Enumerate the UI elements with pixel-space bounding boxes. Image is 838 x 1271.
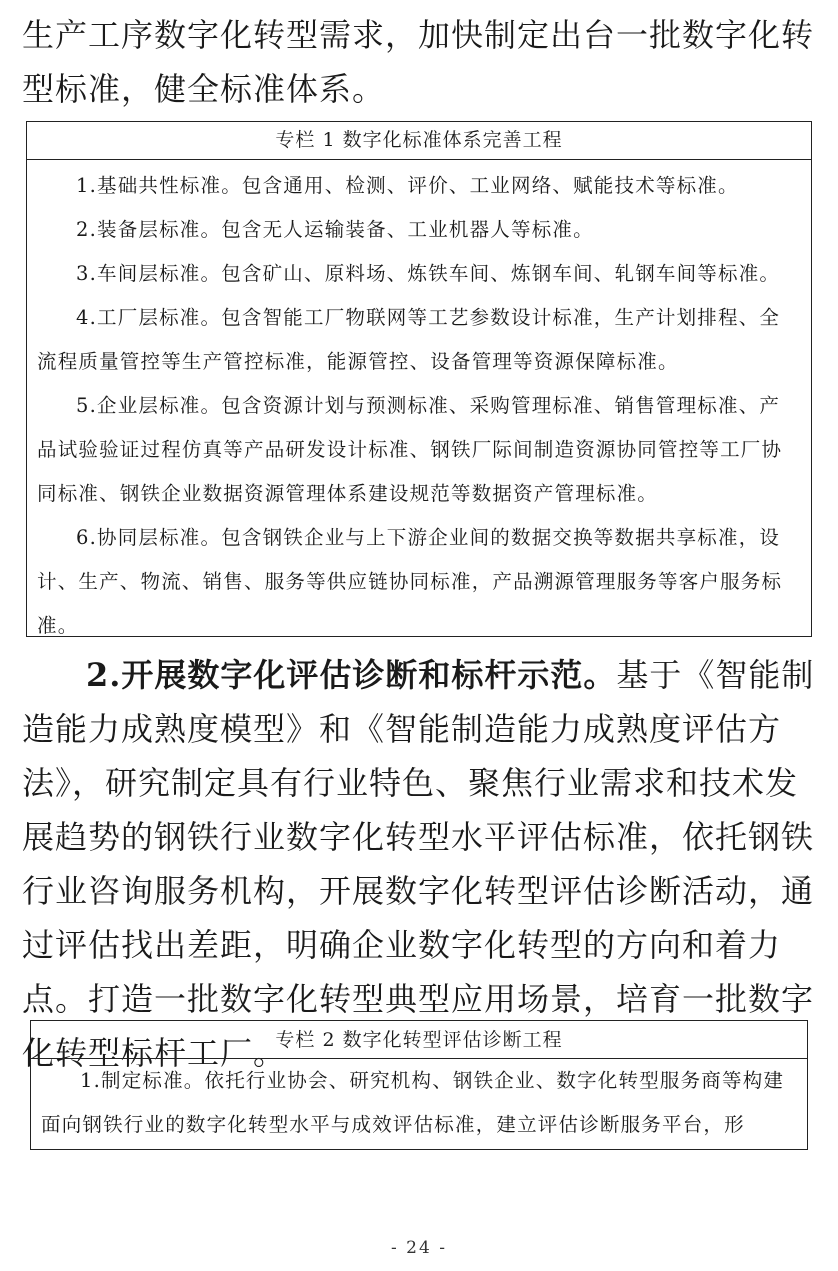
column-box-1-items [27, 160, 811, 648]
intro-paragraph: 生产工序数字化转型需求，加快制定出台一批数字化转型标准，健全标准体系。 [22, 16, 815, 108]
box1-item: 3.车间层标准。包含矿山、原料场、炼铁车间、炼钢车间、轧钢车间等标准。 [76, 262, 781, 285]
box1-item: 6.协同层标准。包含钢铁企业与上下游企业间的数据交换等数据共享标准，设计、生产、物流、销售、服务等供应链协同标准，产品溯源管理服务等客户服务标准。 [37, 526, 783, 637]
column-box-2 [30, 1020, 808, 1150]
box1-item: 1.基础共性标准。包含通用、检测、评价、工业网络、赋能技术等标准。 [76, 174, 739, 197]
box2-item: 1.制定标准。依托行业协会、研究机构、钢铁企业、数字化转型服务商等构建面向钢铁行业的数字化转型水平与成效评估标准，建立评估诊断服务平台，形 [41, 1069, 785, 1136]
column-box-2-title: 专栏 2 数字化转型评估诊断工程 [31, 1021, 807, 1059]
section-2-heading: 2.开展数字化评估诊断和标杆示范。 [86, 656, 617, 694]
box1-item: 2.装备层标准。包含无人运输装备、工业机器人等标准。 [76, 218, 594, 241]
section-2-paragraph [22, 648, 822, 1080]
column-box-2-items [31, 1059, 807, 1147]
box1-item: 5.企业层标准。包含资源计划与预测标准、采购管理标准、销售管理标准、产品试验验证过程仿真等产品研发设计标准、钢铁厂际间制造资源协同管控等工厂协同标准、钢铁企业数据资源管理体系建设规范等数据资产管理标准。 [37, 394, 783, 505]
box1-item: 4.工厂层标准。包含智能工厂物联网等工艺参数设计标准，生产计划排程、全流程质量管控等生产管控标准，能源管控、设备管理等资源保障标准。 [37, 306, 781, 373]
page-number: - 24 - [391, 1238, 447, 1258]
column-box-1-title: 专栏 1 数字化标准体系完善工程 [27, 122, 811, 160]
column-box-1 [26, 121, 812, 637]
section-2-body: 基于《智能制造能力成熟度模型》和《智能制造能力成熟度评估方法》，研究制定具有行业特色、聚焦行业需求和技术发展趋势的钢铁行业数字化转型水平评估标准，依托钢铁行业咨询服务机构，开展数字化转型评估诊断活动，通过评估找出差距，明确企业数字化转型的方向和着力点。打造一批数字化转型典型应用场景，培育一批数字化转型标杆工厂。 [22, 656, 815, 1072]
